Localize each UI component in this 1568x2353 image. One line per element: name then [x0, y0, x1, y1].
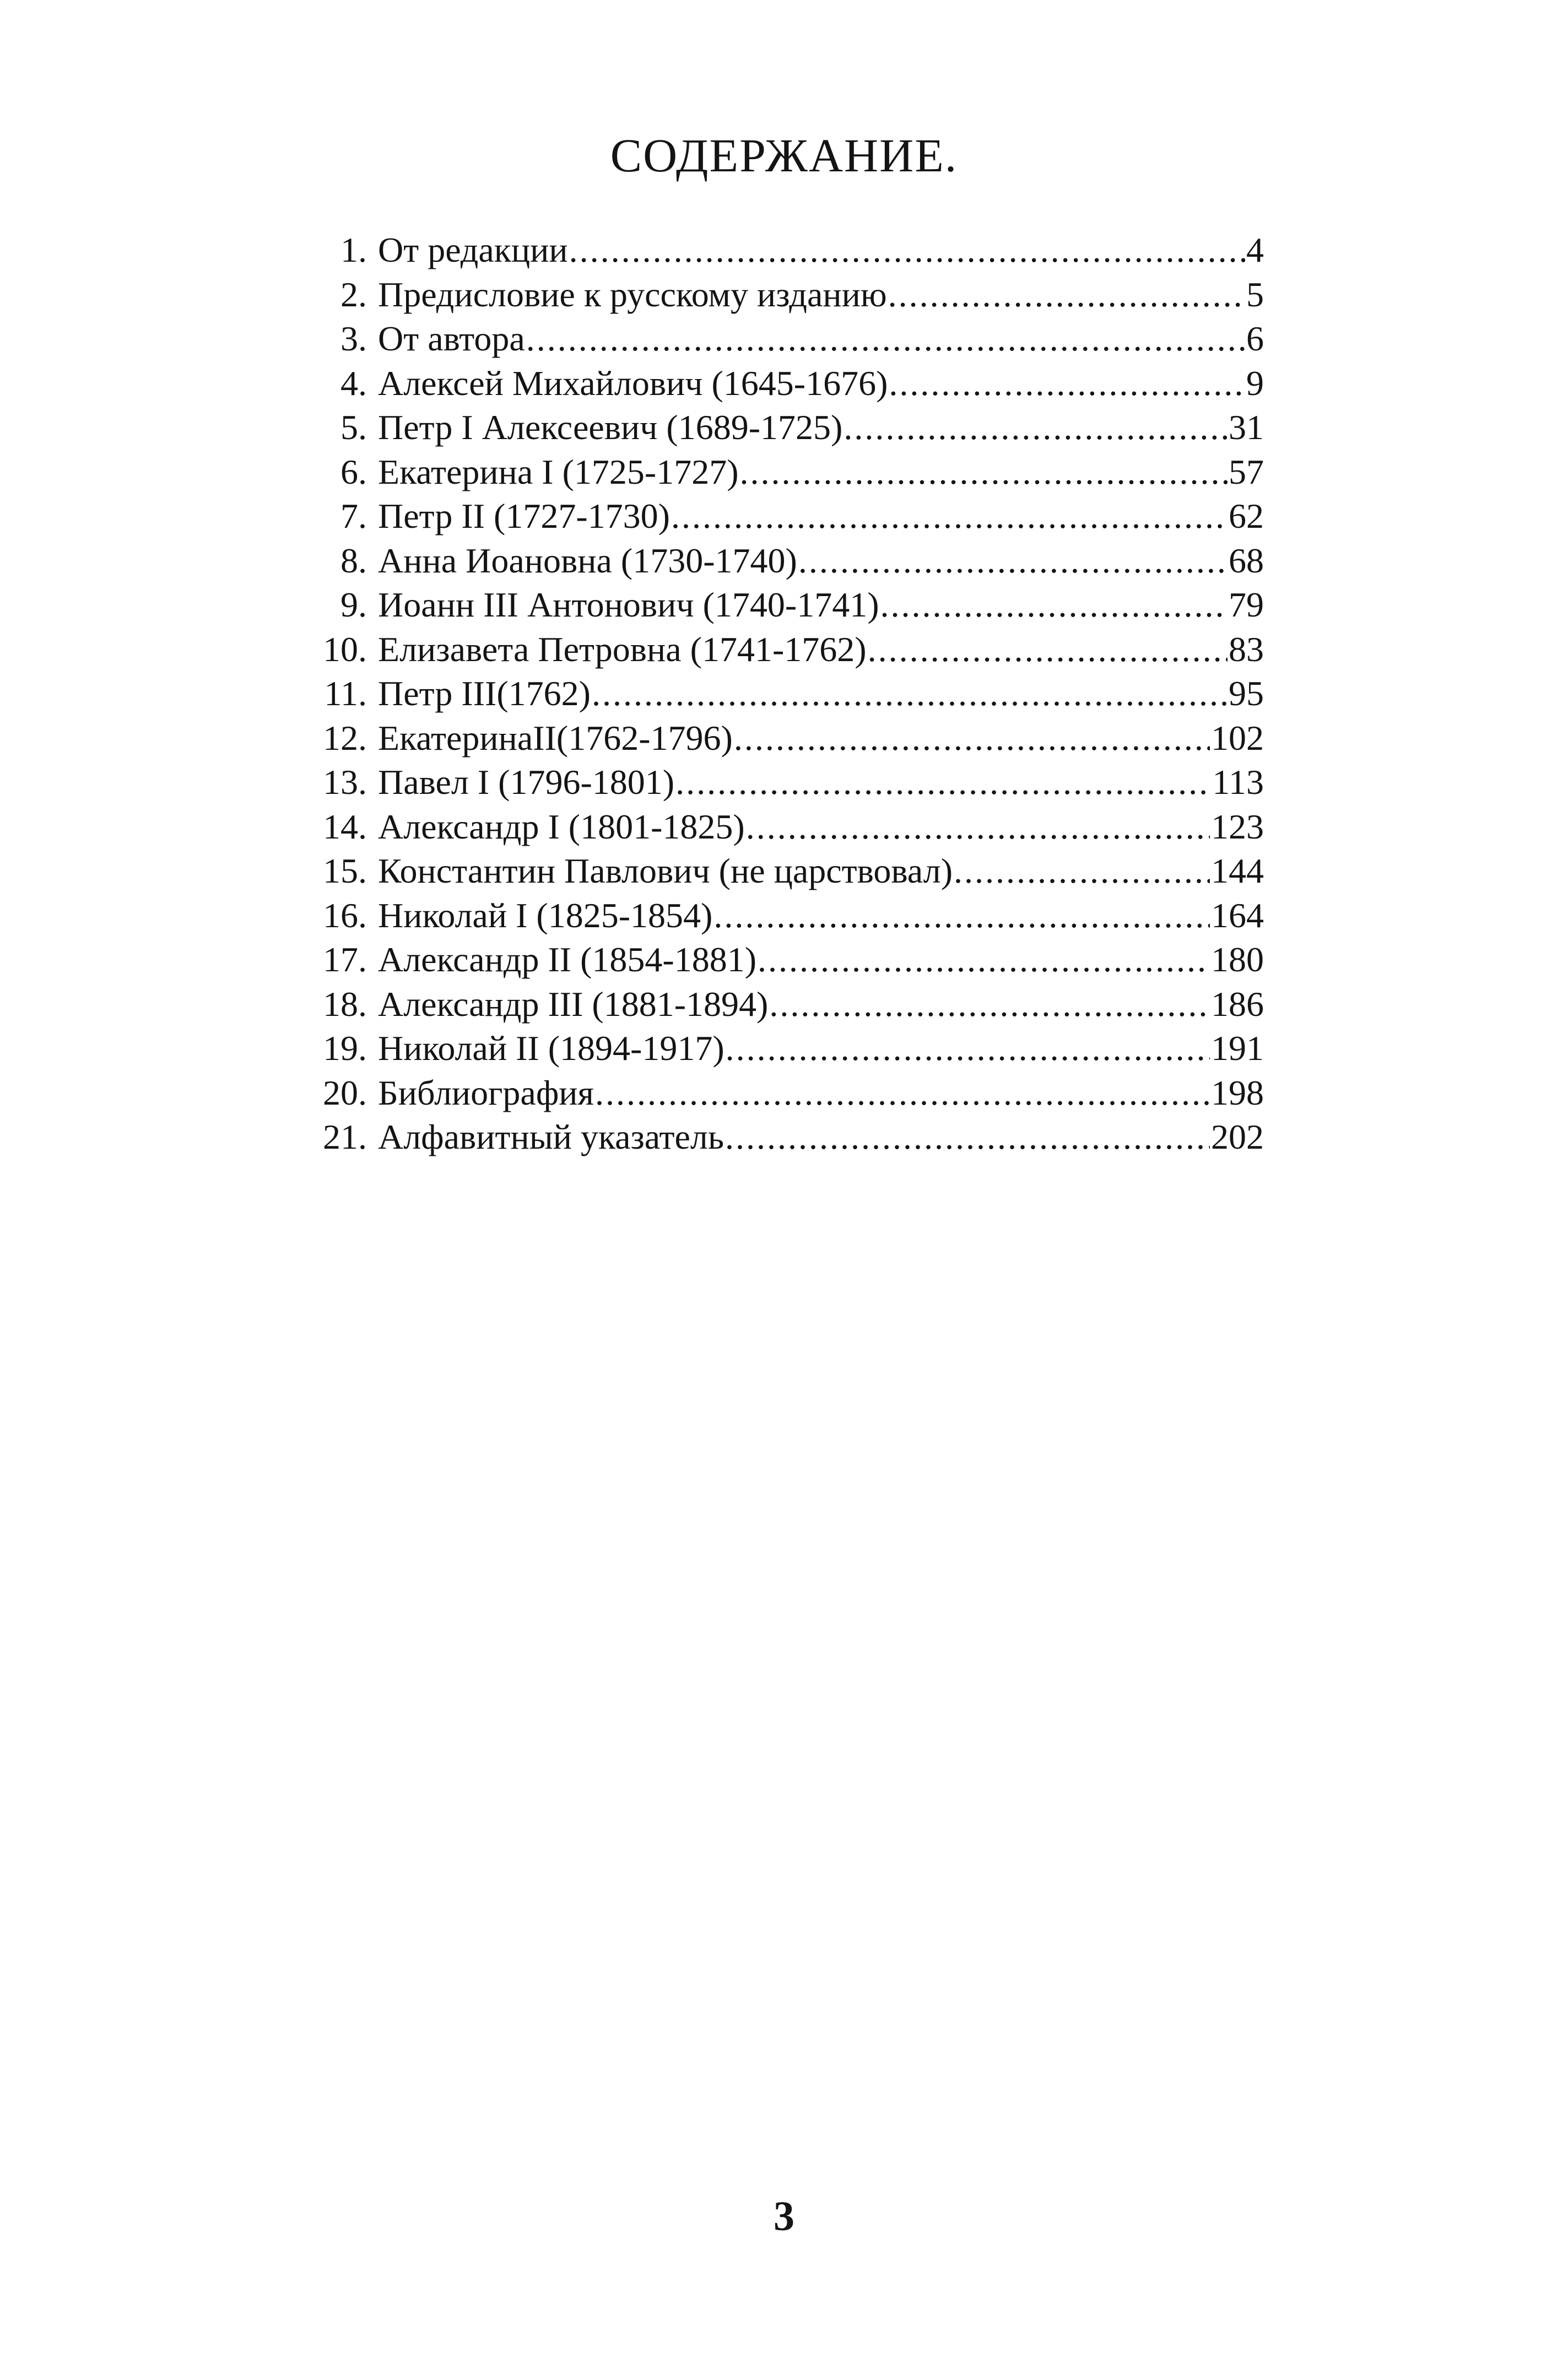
page-number: 3: [774, 2193, 794, 2240]
toc-entry-page: 9: [1246, 363, 1264, 403]
toc-entry-page: 202: [1211, 1117, 1264, 1156]
toc-entry-number: 4.: [340, 363, 367, 403]
toc-entry-number: 15.: [323, 851, 367, 890]
toc-entry-title: Николай I (1825-1854): [378, 895, 713, 935]
dot-leader: [713, 894, 1210, 938]
toc-entry-title: Павел I (1796-1801): [378, 762, 675, 802]
toc-entry-title: Петр I Алексеевич (1689-1725): [378, 408, 843, 447]
dot-leader: [734, 716, 1210, 760]
toc-entry-page: 62: [1229, 496, 1264, 535]
toc-entry-number: 14.: [323, 807, 367, 846]
toc-entry-number: 21.: [323, 1117, 367, 1156]
toc-entry-title: Александр I (1801-1825): [378, 807, 745, 846]
toc-entry-title: Елизавета Петровна (1741-1762): [378, 629, 867, 669]
toc-entry: [302, 982, 1264, 1027]
toc-entry-title: Александр III (1881-1894): [378, 984, 769, 1024]
toc-entry-page: 5: [1246, 274, 1264, 314]
toc-entry-number: 9.: [340, 585, 367, 624]
toc-entry: [302, 317, 1264, 361]
toc-entry: [302, 628, 1264, 672]
toc-entry-number: 8.: [340, 540, 367, 580]
toc-entry: [302, 494, 1264, 539]
dot-leader: [671, 494, 1228, 538]
toc-entry-title: Екатерина I (1725-1727): [378, 452, 739, 491]
toc-entry: [302, 849, 1264, 894]
dot-leader: [844, 405, 1228, 450]
toc-entry-page: 164: [1211, 895, 1264, 935]
dot-leader: [740, 450, 1228, 494]
toc-entry-number: 20.: [323, 1073, 367, 1112]
toc-entry-title: Константин Павлович (не царствовал): [378, 851, 953, 890]
dot-leader: [595, 1071, 1210, 1115]
dot-leader: [592, 672, 1228, 716]
toc-entry-page: 6: [1246, 319, 1264, 358]
toc-entry-number: 12.: [323, 718, 367, 758]
toc-entry: [302, 273, 1264, 317]
toc-entry-page: 186: [1211, 984, 1264, 1024]
toc-entry-number: 3.: [340, 319, 367, 358]
toc-entry: [302, 716, 1264, 761]
toc-entry: [302, 1115, 1264, 1160]
toc-entry: [302, 583, 1264, 628]
toc-entry-page: 83: [1229, 629, 1264, 669]
dot-leader: [526, 317, 1245, 361]
toc-entry: [302, 361, 1264, 406]
dot-leader: [769, 982, 1210, 1026]
toc-entry-number: 17.: [323, 940, 367, 979]
dot-leader: [880, 583, 1228, 627]
dot-leader: [569, 228, 1245, 272]
toc-entry-number: 10.: [323, 629, 367, 669]
dot-leader: [758, 938, 1210, 982]
toc-entry: [302, 672, 1264, 716]
toc-entry-number: 19.: [323, 1029, 367, 1068]
toc-entry-title: Алфавитный указатель: [378, 1117, 724, 1156]
toc-entry-number: 2.: [340, 274, 367, 314]
toc-entry: [302, 1026, 1264, 1071]
toc-entry: [302, 805, 1264, 850]
toc-entry-page: 57: [1229, 452, 1264, 491]
toc-entry-page: 198: [1211, 1073, 1264, 1112]
toc-entry-title: Иоанн III Антонович (1740-1741): [378, 585, 879, 624]
toc-entry-title: От автора: [378, 319, 525, 358]
toc-entry-page: 123: [1211, 807, 1264, 846]
toc-entry-page: 102: [1211, 718, 1264, 758]
toc-entry-number: 18.: [323, 984, 367, 1024]
dot-leader: [746, 805, 1210, 849]
toc-entry-title: Анна Иоановна (1730-1740): [378, 540, 797, 580]
toc-entry-page: 4: [1246, 230, 1264, 269]
toc-entry: [302, 938, 1264, 982]
dot-leader: [954, 849, 1210, 893]
toc-entry-number: 16.: [323, 895, 367, 935]
toc-entry-title: От редакции: [378, 230, 568, 269]
toc-entry-title: ЕкатеринаII(1762-1796): [378, 718, 733, 758]
toc-entry-title: Предисловие к русскому изданию: [378, 274, 887, 314]
toc-entry-title: Библиография: [378, 1073, 594, 1112]
toc-entry-number: 6.: [340, 452, 367, 491]
toc-entry-page: 113: [1212, 762, 1264, 802]
toc-entry: [302, 539, 1264, 583]
toc-entry-title: Николай II (1894-1917): [378, 1029, 724, 1068]
toc-entry-number: 11.: [324, 674, 367, 713]
dot-leader: [798, 539, 1228, 583]
toc-entry-title: Александр II (1854-1881): [378, 940, 757, 979]
toc-entry: [302, 450, 1264, 495]
toc-entry-title: Петр III(1762): [378, 674, 591, 713]
toc-entry: [302, 405, 1264, 450]
toc-entry-page: 68: [1229, 540, 1264, 580]
toc-entry-page: 144: [1211, 851, 1264, 890]
toc-entry-number: 7.: [340, 496, 367, 535]
toc-entry: [302, 1071, 1264, 1116]
toc-entry-title: Алексей Михайлович (1645-1676): [378, 363, 888, 403]
table-of-contents: [302, 228, 1264, 1160]
toc-entry-number: 13.: [323, 762, 367, 802]
dot-leader: [675, 760, 1211, 804]
toc-entry-number: 5.: [340, 408, 367, 447]
toc-entry-page: 95: [1229, 674, 1264, 713]
toc-entry-number: 1.: [340, 230, 367, 269]
toc-entry-page: 79: [1229, 585, 1264, 624]
dot-leader: [726, 1026, 1210, 1070]
toc-entry-page: 191: [1211, 1029, 1264, 1068]
dot-leader: [868, 628, 1228, 672]
page-title: СОДЕРЖАНИЕ.: [610, 129, 958, 182]
toc-entry-title: Петр II (1727-1730): [378, 496, 670, 535]
toc-entry: [302, 894, 1264, 938]
toc-entry: [302, 228, 1264, 273]
toc-entry-page: 180: [1211, 940, 1264, 979]
dot-leader: [889, 361, 1245, 405]
dot-leader: [888, 273, 1245, 317]
toc-entry-page: 31: [1229, 408, 1264, 447]
dot-leader: [725, 1115, 1210, 1159]
toc-entry: [302, 760, 1264, 805]
